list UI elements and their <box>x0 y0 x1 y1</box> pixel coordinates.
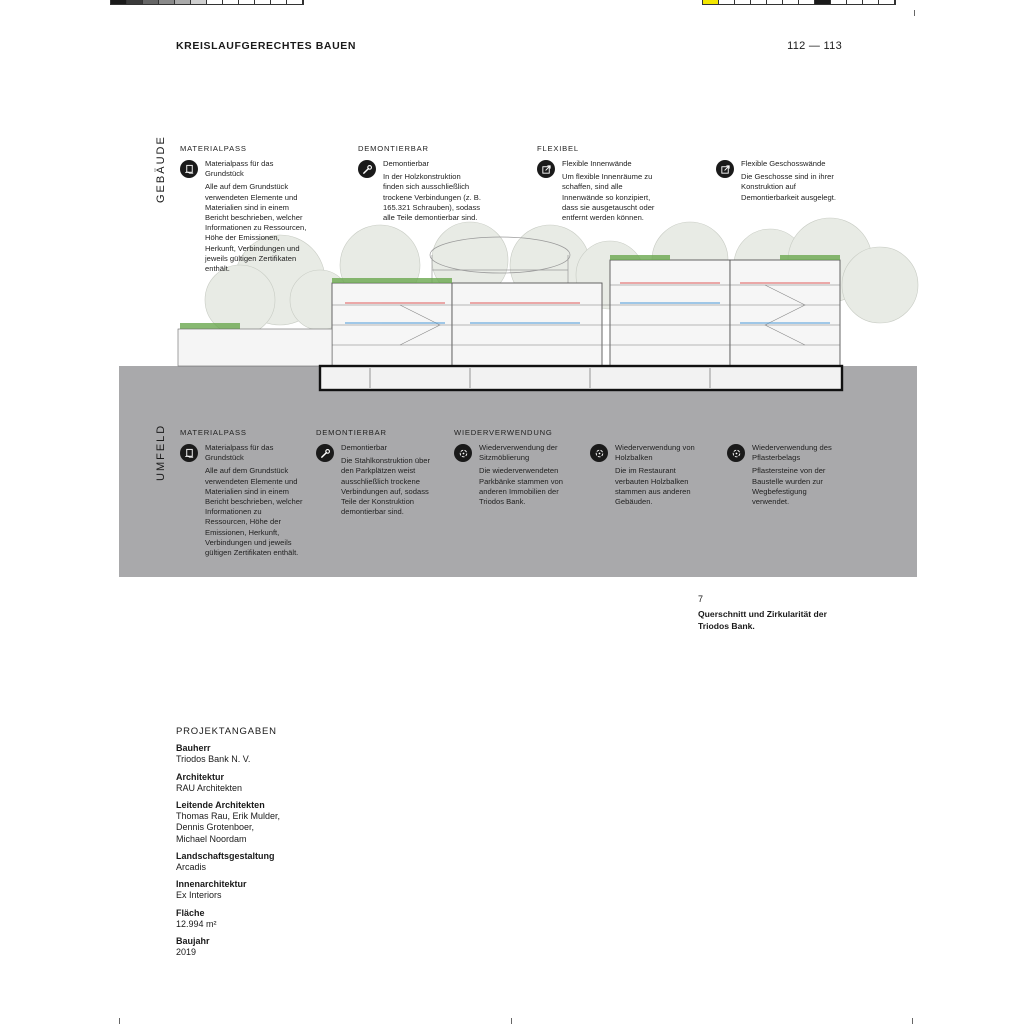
category-label <box>716 144 838 154</box>
column-body: In der Holzkonstruktion finden sich ausschließlich trockene Verbindungen (z. B. 165.321 Schrauben), sodass alle Teile demontierbar sind. <box>383 172 481 223</box>
running-head: KREISLAUFGERECHTES BAUEN <box>176 40 357 52</box>
fact-label: Leitende Architekten <box>176 800 265 811</box>
column-body: Die im Restaurant verbauten Holzbalken stammen aus anderen Gebäuden. <box>615 466 691 507</box>
color-bar-left <box>110 0 304 5</box>
column-title: Materialpass für das Grundstück <box>205 159 274 179</box>
recycle-icon <box>727 444 745 462</box>
fact-label: Fläche <box>176 907 205 918</box>
project-facts <box>176 726 376 964</box>
category-label <box>727 428 843 438</box>
project-facts-heading: PROJEKTANGABEN <box>176 726 277 737</box>
fact-label: Innenarchitektur <box>176 879 247 890</box>
crop-mark <box>914 10 915 16</box>
wrench-icon <box>358 160 376 178</box>
column-title: Wiederverwendung der Sitzmöblierung <box>479 443 558 463</box>
category-label: WIEDERVERWENDUNG <box>454 428 553 437</box>
category-label: DEMONTIERBAR <box>358 144 429 153</box>
fact-label: Architektur <box>176 771 225 782</box>
column-body: Alle auf dem Grundstück verwendeten Elemente und Materialien sind in einem Bericht beschrieben, welcher Informationen zu Ressourcen, Höhe der Emissionen, Herkunft, Verbindungen und jeweils gültigen Zertifikaten enthält. <box>205 182 307 274</box>
fact-value: Thomas Rau, Erik Mulder, Dennis Grotenboer, Michael Noordam <box>176 811 281 844</box>
figure-number: 7 <box>698 594 704 604</box>
resize-icon <box>716 160 734 178</box>
surroundings-column-demontierbar <box>316 428 431 517</box>
fact-item <box>176 800 376 845</box>
category-label: MATERIALPASS <box>180 144 247 153</box>
crop-mark <box>511 1018 512 1024</box>
category-label: MATERIALPASS <box>180 428 247 437</box>
fact-item <box>176 879 376 901</box>
resize-icon <box>537 160 555 178</box>
wrench-icon <box>316 444 334 462</box>
column-body: Um flexible Innenräume zu schaffen, sind alle Innenwände so konzipiert, dass sie ausgetauscht oder entfernt werden können. <box>562 172 655 223</box>
fact-value: Ex Interiors <box>176 890 222 901</box>
column-title: Wiederverwendung des Pflasterbelags <box>752 443 832 463</box>
fact-item <box>176 936 376 958</box>
column-title: Materialpass für das Grundstück <box>205 443 274 463</box>
fact-value: Arcadis <box>176 862 207 873</box>
figure-caption: Querschnitt und Zirkularität der Triodos Bank. <box>698 609 827 631</box>
surroundings-column-sitzmoeblierung <box>454 428 574 507</box>
building-column-geschosswaende <box>716 144 838 203</box>
label-building: GEBÄUDE <box>155 135 167 203</box>
column-title: Wiederverwendung von Holzbalken <box>615 443 695 463</box>
fact-value: 12.994 m² <box>176 918 217 929</box>
fact-item <box>176 908 376 930</box>
fact-item <box>176 851 376 873</box>
document-hand-icon <box>180 444 198 462</box>
fact-label: Baujahr <box>176 936 210 947</box>
fact-value: Triodos Bank N. V. <box>176 754 251 765</box>
crop-mark <box>119 1018 120 1024</box>
fact-label: Landschaftsgestaltung <box>176 850 275 861</box>
page-numbers: 112 — 113 <box>787 40 842 52</box>
column-title: Flexible Geschosswände <box>741 159 826 168</box>
column-body: Die wiederverwendeten Parkbänke stammen von anderen Immobilien der Triodos Bank. <box>479 466 563 507</box>
column-body: Pflastersteine von der Baustelle wurden zur Wegbefestigung verwendet. <box>752 466 826 507</box>
fact-item <box>176 772 376 794</box>
color-bar-right <box>702 0 896 5</box>
surroundings-column-pflasterbelag <box>727 428 843 507</box>
document-hand-icon <box>180 160 198 178</box>
fact-value: RAU Architekten <box>176 782 243 793</box>
fact-label: Bauherr <box>176 743 211 754</box>
category-label: FLEXIBEL <box>537 144 579 153</box>
surroundings-column-materialpass <box>180 428 305 558</box>
fact-item <box>176 743 376 765</box>
building-column-flexibel <box>537 144 664 223</box>
recycle-icon <box>590 444 608 462</box>
building-column-demontierbar <box>358 144 483 223</box>
surroundings-column-holzbalken <box>590 428 708 507</box>
category-label: DEMONTIERBAR <box>316 428 387 437</box>
recycle-icon <box>454 444 472 462</box>
column-body: Die Stahlkonstruktion über den Parkplätzen weist ausschließlich trockene Verbindungen auf, sodass Teile der Konstruktion demontierbar sind. <box>341 456 431 517</box>
column-body: Alle auf dem Grundstück verwendeten Elemente und Materialien sind in einem Bericht beschrieben, welcher Informationen zu Ressourcen, Höhe der Emissionen, Herkunft, Verbindungen und jeweils gültigen Zertifikaten enthält. <box>205 466 303 558</box>
label-surroundings: UMFELD <box>155 423 167 481</box>
column-title: Demontierbar <box>383 159 430 168</box>
column-body: Die Geschosse sind in ihrer Konstruktion auf Demontierbarkeit ausgelegt. <box>741 172 836 202</box>
building-column-materialpass <box>180 144 308 274</box>
column-title: Flexible Innenwände <box>562 159 632 168</box>
category-label <box>590 428 708 438</box>
crop-mark <box>912 1018 913 1024</box>
fact-value: 2019 <box>176 947 197 958</box>
column-title: Demontierbar <box>341 443 388 452</box>
